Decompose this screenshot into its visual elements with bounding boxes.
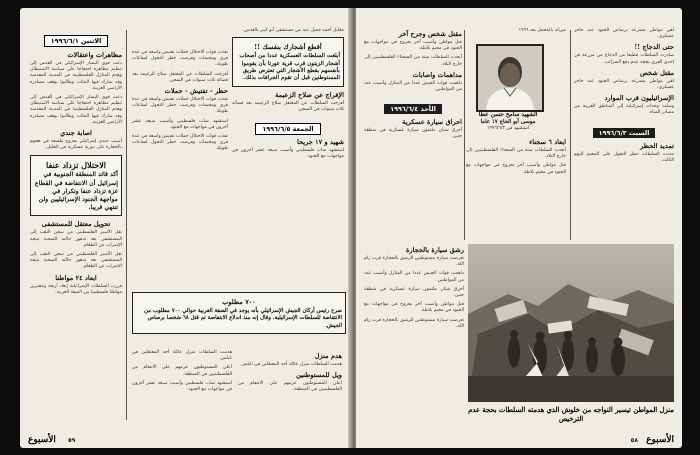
right-page-column-2	[466, 28, 566, 37]
article-body: أعلن المستوطنون عزمهم على الانتقام من الفلسطينيين في المنطقة.	[132, 365, 232, 377]
article-body: صادرت السلطات قطيعا من الدجاج من مزرعة في إحدى القرى بحجة عدم دفع الضرائب.	[574, 53, 674, 65]
article-body: هدمت السلطات منزل عائلة أحد المعتقلين في نابلس.	[240, 362, 342, 367]
article-body: وصلت وحدات إسرائيلية إلى المناطق القريبة من مصادر المياه.	[574, 104, 674, 116]
portrait-caption	[468, 112, 548, 132]
rubble-image	[468, 244, 674, 402]
boxed-body: أبلغت السلطات العسكرية عددا من أصحاب أشجار الزيتون قرب قرية عورتا بأن يقوموا بأنفسهم بقطع الأشجار التي تعترض طريق المستوطنين قبل أن تقوم الجرافات بذلك.	[239, 53, 340, 82]
article-body: أعلن المستوطنون عزمهم على الانتقام من الفلسطينيين في المنطقة.	[238, 381, 342, 393]
caption-text: منزل المواطن تيسير النواجه من خلوش الذي هدمته السلطات بحجة عدم الترخيص	[468, 406, 674, 423]
date-header	[30, 28, 122, 47]
boxed-headline: أقطع أشجارك بنفسك !!	[254, 43, 322, 52]
left-page-column-1	[30, 28, 122, 299]
date-label: الاثنين ١٩٩٦/٦/١	[44, 35, 109, 47]
article-body: لقي مواطن مصرعه برصاص الجنود عند حاجز عسكري.	[574, 78, 674, 91]
article-heading: ويل للمستوطنين	[296, 371, 342, 380]
article-body: تعرضت سيارة مستوطنين للرشق بالحجارة قرب رام الله.	[364, 317, 464, 329]
article-body: مددت السلطات حظر التجول على المخيم لليوم الثالث.	[574, 151, 674, 163]
boxed-body: أكد قائد المنطقة الجنوبية في إسرائيل أن الانتفاضة في القطاع غزة تزداد عنفا وتكرار في مواجهة الجنود الإسرائيليين ولن تنتهي قريبا.	[34, 171, 118, 212]
article-heading: ابعاد ٦ سجناء	[529, 138, 566, 146]
article-body: قتل مواطن وأصيب آخر بجروح في مواجهات مع الجنود في مخيم بلاطة.	[466, 163, 566, 175]
article-heading: ابعاد ٢٤ مواطنا	[55, 273, 97, 282]
portrait-image	[478, 46, 542, 110]
page-number: ٥٨	[630, 437, 638, 444]
article-body: دعت قوى اليسار الإسرائيلي في القدس إلى تنظيم مظاهرة احتجاجا على سياسة الاستيطان وهدم المنازل الفلسطينية في المدينة المقدسة وقد شارك فيها المئات وطالبوا بوقف مصادرة الأراضي العربية.	[30, 61, 122, 91]
right-page	[356, 8, 682, 448]
article-heading: حظر - تفتيش - حملات	[164, 87, 228, 96]
date-header	[364, 96, 462, 115]
article-intro: ميراثه بالمحمل بعد ١٩٩٦	[518, 28, 566, 33]
article-body: أحرق شبان ملثمون سيارة عسكرية في منطقة جنين.	[364, 128, 462, 140]
article-body: أبعدت السلطات ستة من السجناء الفلسطينيين إلى خارج البلاد.	[364, 55, 462, 67]
article-heading: اصابة جندي	[60, 129, 92, 138]
date-label: السبت ١٩٩٦/٦/٣	[593, 128, 656, 138]
page-number: ٥٩	[68, 437, 76, 444]
column-rule	[126, 30, 127, 420]
article-heading: الإفراج عن صلاح الزعيمة	[275, 90, 344, 99]
article-heading: مظاهرات واعتقالات	[67, 51, 122, 59]
article-body: نقل الأسير الفلسطيني من سجن النقب إلى المستشفى بعد تدهور حالته الصحية نتيجة الإضراب عن الطعام.	[30, 252, 122, 270]
date-header	[232, 116, 344, 135]
magazine-logo: الأسبوع	[28, 435, 56, 445]
left-page-column-2	[132, 50, 228, 156]
article-heading: مقتل شخص	[639, 68, 674, 77]
article-body: أفرجت السلطات عن المعتقل صلاح الزعيمة بعد قضائه ثلاث سنوات في السجن.	[132, 71, 228, 83]
article-body: قررت السلطات الإسرائيلية إبعاد أربعة وعشرين مواطنا فلسطينيا من الضفة الغربية.	[30, 283, 122, 295]
article-body: قتل مواطن وأصيب آخر بجروح في مواجهات مع الجنود في مخيم بلاطة.	[364, 302, 464, 314]
article-body: أبعدت السلطات ستة من السجناء الفلسطينيين إلى خارج البلاد.	[466, 148, 566, 160]
boxed-article	[30, 155, 122, 216]
article-body: نفذت قوات الاحتلال حملات تفتيش واسعة في عدة قرى ومخيمات وفرضت حظر التجول لساعات طويلة.	[132, 50, 228, 68]
article-body: استشهد شاب فلسطيني وأصيب سبعة عشر آخرون في مواجهات مع الجنود.	[132, 118, 228, 130]
article-heading: مداهمات واصابات	[412, 70, 462, 79]
left-page-column-3	[232, 28, 344, 164]
boxed-headline: ٧٠٠ مطلوب	[222, 298, 256, 306]
article-heading: تمديد الحظر	[640, 141, 674, 150]
article-body: لقي مواطن مصرعه برصاص الجنود عند حاجز عسكري.	[574, 28, 674, 40]
demolished-house-photo	[468, 244, 674, 402]
caption-date: استشهد في ١٩٩٦/٦/٣	[487, 126, 529, 131]
portrait-photo	[476, 44, 544, 112]
left-page	[20, 8, 352, 448]
date-label: الجمعة ١٩٩٦/٦/٥	[255, 123, 320, 135]
article-heading: رشق سيارة بالحجارة	[406, 246, 464, 254]
boxed-article	[232, 37, 344, 87]
caption-detail: موسى أبو الحاج ١٧ عاما	[480, 119, 536, 125]
article-heading: الإسرائيليون قرب الموارد	[604, 94, 674, 103]
article-body: أصيب جندي إسرائيلي بجروح طفيفة في هجوم بالحجارة على دورية عسكرية في الخليل.	[30, 139, 122, 151]
left-page-column-2-lower	[132, 350, 232, 396]
article-body: نقل الأسير الفلسطيني من سجن النقب إلى المستشفى بعد تدهور حالته الصحية نتيجة الإضراب عن الطعام.	[30, 230, 122, 248]
article-intro: مقابل أحمد جميل عبد من مستشفى أبو كبير بالقدس.	[242, 28, 344, 33]
article-heading: تحويل معتقل للمستشفى	[41, 220, 111, 229]
column-rule	[570, 30, 571, 240]
right-page-column-2-body	[466, 136, 566, 179]
article-heading: شهيد و ١٧ جريحا	[296, 138, 344, 147]
caption-name: الشهيد سامح حسن عطا	[478, 112, 538, 118]
article-body: أفرجت السلطات عن المعتقل صلاح الزعيمة بعد قضائه ثلاث سنوات في السجن.	[232, 100, 344, 113]
article-body: نفذت قوات الاحتلال حملات تفتيش واسعة في عدة قرى ومخيمات وفرضت حظر التجول لساعات طويلة.	[132, 97, 228, 115]
article-body: استشهد شاب فلسطيني وأصيب سبعة عشر آخرون في مواجهات مع الجنود.	[232, 148, 344, 160]
article-body: داهمت قوات الجيش عددا من المنازل وأصيب عدد من المواطنين.	[364, 271, 464, 283]
article-body: استشهد شاب فلسطيني وأصيب سبعة عشر آخرون في مواجهات مع الجنود.	[132, 380, 232, 393]
right-page-column-3	[574, 28, 674, 167]
article-body: دعت قوى اليسار الإسرائيلي في القدس إلى تنظيم مظاهرة احتجاجا على سياسة الاستيطان وهدم المنازل الفلسطينية في المدينة المقدسة وقد شارك فيها المئات وطالبوا بوقف مصادرة الأراضي العربية.	[30, 95, 122, 125]
article-body: نفذت قوات الاحتلال حملات تفتيش واسعة في عدة قرى ومخيمات وفرضت حظر التجول لساعات طويلة.	[132, 134, 228, 152]
article-body: تعرضت سيارة مستوطنين للرشق بالحجارة قرب رام الله.	[364, 256, 464, 268]
article-body: أحرق شبان ملثمون سيارة عسكرية في منطقة جنين.	[364, 286, 464, 299]
article-heading: هدم منزل	[314, 352, 342, 360]
article-body: داهمت قوات الجيش عددا من المنازل وأصيب عدد من المواطنين.	[364, 80, 462, 93]
article-heading: مقتل شخص وجرح آخر	[398, 30, 462, 38]
right-page-column-1-lower	[364, 244, 464, 333]
right-page-column-1	[364, 28, 462, 144]
article-heading: احراق سيارة عسكرية	[402, 118, 462, 127]
left-page-column-3-lower	[238, 350, 342, 397]
article-heading: حتى الدجاج !!	[634, 43, 674, 52]
column-rule	[464, 30, 465, 240]
article-body: قتل مواطن وأصيب آخر بجروح في مواجهات مع الجنود في مخيم بلاطة.	[364, 40, 462, 52]
boxed-headline: الاحتلال تزداد عنفا	[46, 160, 106, 171]
boxed-article-wide	[132, 292, 346, 334]
boxed-body: صرح رئيس أركان الجيش الإسرائيلي بأنه يوجد في الضفة الغربية حوالي ٧٠٠ مطلوب من الانتفاضة للسلطات الإسرائيلية. وقال إنه منذ اندلاع الانتفاضة تم قتل ٦٨ شخصا برصاص الجيش.	[144, 308, 342, 329]
date-label: الأحد ١٩٩٦/٦/٤	[384, 104, 442, 114]
magazine-logo: الأسبوع	[646, 435, 674, 445]
photo-caption	[468, 406, 674, 424]
date-header	[574, 120, 674, 139]
article-body: هدمت السلطات منزل عائلة أحد المعتقلين في نابلس.	[132, 350, 232, 362]
